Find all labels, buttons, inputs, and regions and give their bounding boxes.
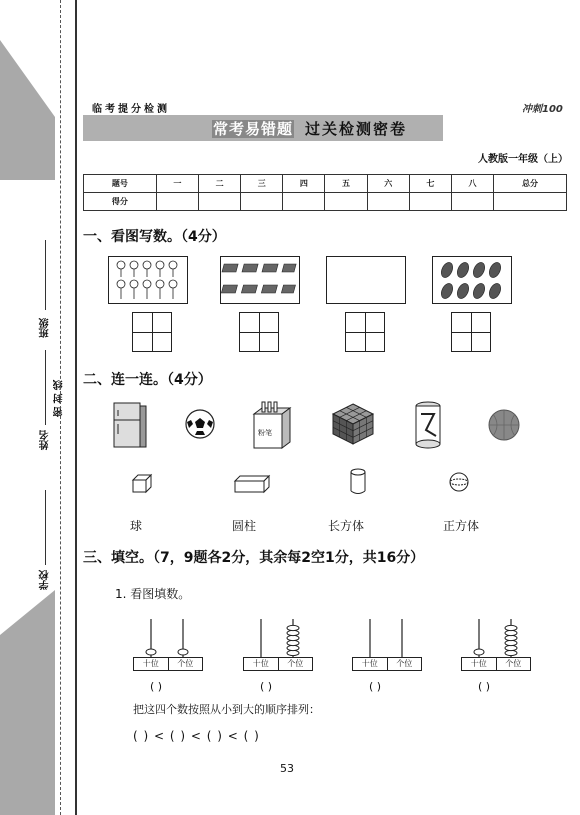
answer-grid-1[interactable]: [132, 312, 172, 352]
abacus-1-blank[interactable]: ( ): [150, 680, 163, 693]
erasers-icon: [221, 257, 299, 303]
order-answer-row[interactable]: ( ) < ( ) < ( ) < ( ): [133, 729, 260, 743]
edition-label: 人教版一年级（上）: [478, 154, 568, 165]
school-label: 学校: [40, 570, 51, 590]
abacus-3: [352, 615, 422, 675]
ones-label: 个位: [505, 659, 522, 668]
ones-label: 个位: [177, 659, 194, 668]
title-rest: 过关检测密卷: [305, 120, 408, 138]
picture-box-balloons: [108, 256, 188, 304]
seal-line-label: 密 封 线: [54, 380, 65, 417]
score-table: [83, 174, 567, 211]
abacus-1-rods: [133, 615, 203, 657]
tens-label: 十位: [353, 658, 388, 670]
cuboid-shape-icon[interactable]: [232, 474, 272, 494]
rubik-cube-icon[interactable]: [331, 402, 375, 446]
abacus-2: [243, 615, 313, 675]
leaves-icon: [433, 257, 511, 303]
abacus-4: [461, 615, 531, 675]
title-highlight-text: 常考易错题: [213, 120, 294, 138]
tens-label: 十位: [244, 658, 279, 670]
class-line: [45, 240, 46, 310]
score-input-cell[interactable]: [241, 193, 283, 211]
label-cuboid: 长方体: [328, 519, 365, 533]
score-cell: 八: [451, 175, 493, 193]
label-cube: 正方体: [443, 519, 480, 533]
score-cell: 一: [156, 175, 198, 193]
answer-grid-4[interactable]: [451, 312, 491, 352]
cut-dash-line: [60, 0, 61, 815]
picture-box-erasers: [220, 256, 300, 304]
answer-grid-2[interactable]: [239, 312, 279, 352]
score-input-cell[interactable]: [451, 193, 493, 211]
sphere-shape-icon[interactable]: [448, 471, 470, 493]
score-cell: 总分: [494, 175, 567, 193]
score-input-cell[interactable]: [494, 193, 567, 211]
order-instruction: 把这四个数按照从小到大的顺序排列：: [133, 703, 320, 716]
score-cell: 七: [409, 175, 451, 193]
abacus-2-rods: [243, 615, 313, 657]
question-1-label: 1. 看图填数。: [115, 587, 191, 601]
score-cell: 四: [283, 175, 325, 193]
tens-label: 十位: [134, 658, 169, 670]
abacus-4-rods: [461, 615, 531, 657]
school-line: [45, 490, 46, 565]
ones-label: 个位: [287, 659, 304, 668]
abacus-1: [133, 615, 203, 675]
abacus-2-blank[interactable]: ( ): [260, 680, 273, 693]
can-icon[interactable]: [412, 400, 444, 450]
score-input-cell[interactable]: [156, 193, 198, 211]
name-line: [45, 350, 46, 425]
picture-box-leaves: [432, 256, 512, 304]
soccer-ball-icon[interactable]: [184, 408, 216, 440]
abacus-3-base: [352, 657, 422, 671]
ones-label: 个位: [396, 659, 413, 668]
score-input-cell[interactable]: [198, 193, 240, 211]
abacus-3-blank[interactable]: ( ): [369, 680, 382, 693]
margin-gray-tab-top: [0, 40, 55, 180]
abacus-3-rods: [352, 615, 422, 657]
header-right-label: 冲刺100: [522, 104, 563, 115]
margin-border-line: [75, 0, 77, 815]
cylinder-shape-icon[interactable]: [348, 468, 368, 496]
binding-margin: [0, 0, 65, 815]
score-input-cell[interactable]: [283, 193, 325, 211]
abacus-4-base: [461, 657, 531, 671]
cube-shape-icon[interactable]: [130, 472, 154, 494]
balloons-icon: [109, 257, 187, 303]
score-input-cell[interactable]: [367, 193, 409, 211]
chalk-box-icon[interactable]: [250, 400, 294, 450]
score-input-cell[interactable]: [409, 193, 451, 211]
chalk-box-label: 粉笔: [258, 429, 272, 437]
section-1-title: 一、看图写数。（4分）: [83, 229, 226, 245]
label-cylinder: 圆柱: [232, 519, 257, 533]
picture-box-empty: [326, 256, 406, 304]
abacus-1-base: [133, 657, 203, 671]
abacus-4-blank[interactable]: ( ): [478, 680, 491, 693]
score-cell: 得分: [84, 193, 157, 211]
basketball-icon[interactable]: [487, 408, 521, 442]
name-label: 姓名: [40, 430, 51, 450]
title-highlight: [212, 118, 294, 139]
score-cell: 题号: [84, 175, 157, 193]
section-3-title: 三、填空。（7，9题各2分，其余每2空1分，共16分）: [83, 550, 425, 566]
score-cell: 三: [241, 175, 283, 193]
score-cell: 五: [325, 175, 367, 193]
abacus-2-base: [243, 657, 313, 671]
fridge-icon[interactable]: [110, 400, 150, 450]
score-row-header: [84, 175, 567, 193]
score-cell: 六: [367, 175, 409, 193]
score-input-cell[interactable]: [325, 193, 367, 211]
section-2-title: 二、连一连。（4分）: [83, 372, 212, 388]
label-sphere: 球: [130, 519, 143, 533]
header-left-label: 临考提分检测: [92, 104, 170, 115]
score-row-values: [84, 193, 567, 211]
score-cell: 二: [198, 175, 240, 193]
margin-gray-tab-bottom: [0, 590, 55, 815]
chalk-box-drawing: [250, 400, 294, 450]
tens-label: 十位: [462, 658, 497, 670]
class-label: 班级: [40, 318, 51, 338]
answer-grid-3[interactable]: [345, 312, 385, 352]
page-number: 53: [280, 762, 294, 775]
